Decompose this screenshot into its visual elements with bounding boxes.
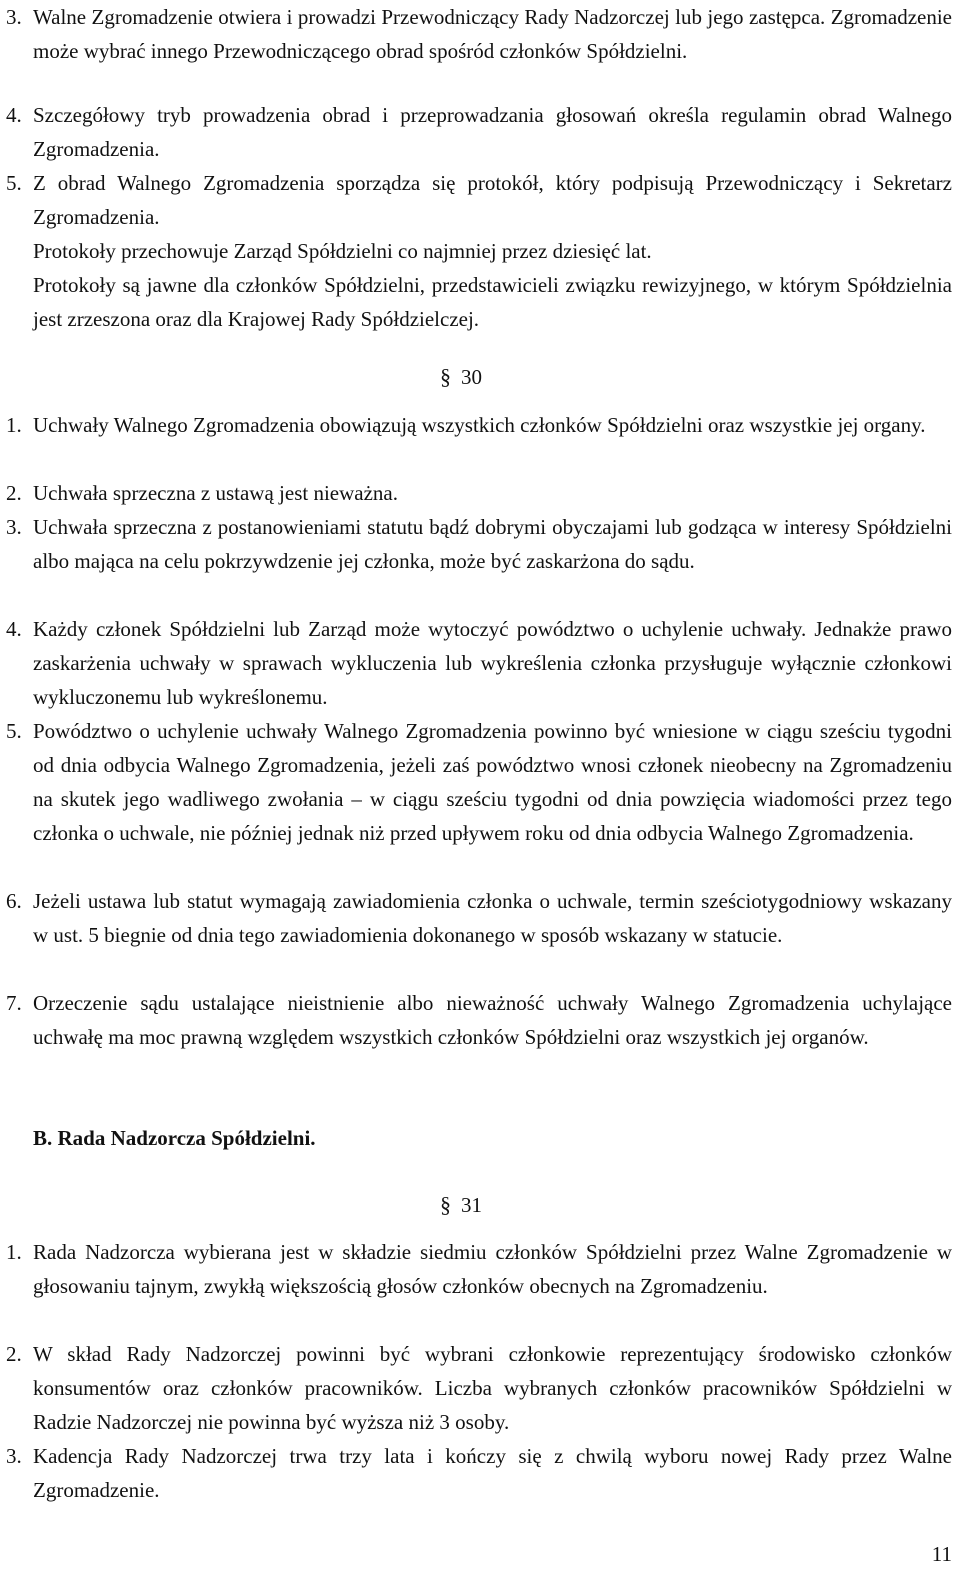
item-text bbox=[33, 1337, 952, 1439]
section-sign: § bbox=[440, 364, 451, 389]
item-number: 3. bbox=[6, 5, 22, 29]
page-number: 11 bbox=[931, 1542, 952, 1566]
list-item bbox=[6, 0, 952, 68]
list-item bbox=[6, 1235, 952, 1303]
item-line: Orzeczenie sądu ustalające nieistnienie albo nieważność uchwały Walnego Zgromadzenia uchylające uchwałę ma moc prawną względem wszystkich członków Spółdzielni oraz wszystkich jej organów. bbox=[33, 991, 952, 1049]
item-number: 1. bbox=[6, 413, 22, 437]
item-text bbox=[33, 476, 952, 510]
item-line: Uchwały Walnego Zgromadzenia obowiązują wszystkich członków Spółdzielni oraz wszystkie jej organy. bbox=[33, 413, 926, 437]
item-line: Walne Zgromadzenie otwiera i prowadzi Przewodniczący Rady Nadzorczej lub jego zastępca. Zgromadzenie może wybrać innego Przewodniczącego obrad spośród członków Spółdzielni. bbox=[33, 5, 952, 63]
item-line: Jeżeli ustawa lub statut wymagają zawiadomienia członka o uchwale, termin sześciotygodniowy wskazany w ust. 5 biegnie od dnia tego zawiadomienia dokonanego w sposób wskazany w statucie. bbox=[33, 889, 952, 947]
item-number: 6. bbox=[6, 889, 22, 913]
list-item bbox=[6, 612, 952, 714]
list-item bbox=[6, 1439, 952, 1507]
item-line: Protokoły przechowuje Zarząd Spółdzielni co najmniej przez dziesięć lat. bbox=[33, 239, 652, 263]
item-text bbox=[33, 166, 952, 336]
item-number: 7. bbox=[6, 991, 22, 1015]
item-text bbox=[33, 612, 952, 714]
item-text bbox=[33, 1439, 952, 1507]
item-text bbox=[33, 0, 952, 68]
list-item bbox=[6, 510, 952, 578]
item-number: 5. bbox=[6, 171, 22, 195]
item-line: Powództwo o uchylenie uchwały Walnego Zgromadzenia powinno być wniesione w ciągu sześciu tygodni od dnia odbycia Walnego Zgromadzenia, jeżeli zaś powództwo wnosi członek nieobecny na Zgromadzeniu na skutek jego wadliwego zwołania – w ciągu sześciu tygodni od dnia powzięcia wiadomości przez tego członka o uchwale, nie później jednak niż przed upływem roku od dnia odbycia Walnego Zgromadzenia. bbox=[33, 719, 952, 845]
item-line: W skład Rady Nadzorczej powinni być wybrani członkowie reprezentujący środowisko członków konsumentów oraz członków pracowników. Liczba wybranych członków pracowników Spółdzielni w Radzie Nadzorczej nie powinna być wyższa niż 3 osoby. bbox=[33, 1342, 952, 1434]
item-number: 4. bbox=[6, 617, 22, 641]
item-text bbox=[33, 98, 952, 166]
item-text bbox=[33, 510, 952, 578]
item-text bbox=[33, 884, 952, 952]
list-item bbox=[6, 476, 952, 510]
item-text bbox=[33, 714, 952, 850]
item-number: 3. bbox=[6, 1444, 22, 1468]
item-line: Rada Nadzorcza wybierana jest w składzie siedmiu członków Spółdzielni przez Walne Zgromadzenie w głosowaniu tajnym, zwykłą większością głosów członków obecnych na Zgromadzeniu. bbox=[33, 1240, 952, 1298]
item-number: 3. bbox=[6, 515, 22, 539]
list-item bbox=[6, 986, 952, 1054]
item-line: Protokoły są jawne dla członków Spółdzielni, przedstawicieli związku rewizyjnego, w którym Spółdzielnia jest zrzeszona oraz dla Krajowej Rady Spółdzielczej. bbox=[33, 273, 952, 331]
list-item bbox=[6, 166, 952, 336]
section-sign: § bbox=[440, 1192, 451, 1217]
list-item bbox=[6, 714, 952, 850]
item-number: 1. bbox=[6, 1240, 22, 1264]
item-line: Kadencja Rady Nadzorczej trwa trzy lata i kończy się z chwilą wyboru nowej Rady przez Walne Zgromadzenie. bbox=[33, 1444, 952, 1502]
item-line: Z obrad Walnego Zgromadzenia sporządza się protokół, który podpisują Przewodniczący i Sekretarz Zgromadzenia. bbox=[33, 171, 952, 229]
list-item bbox=[6, 408, 952, 442]
list-item bbox=[6, 884, 952, 952]
item-line: Uchwała sprzeczna z ustawą jest nieważna. bbox=[33, 481, 398, 505]
paragraph-number: 31 bbox=[461, 1193, 482, 1217]
item-number: 4. bbox=[6, 103, 22, 127]
item-line: Każdy członek Spółdzielni lub Zarząd może wytoczyć powództwo o uchylenie uchwały. Jednakże prawo zaskarżenia uchwały w sprawach wykluczenia lub wykreślenia członka przysługuje wyłącznie członkowi wykluczonemu lub wykreślonemu. bbox=[33, 617, 952, 709]
paragraph-number: 30 bbox=[461, 365, 482, 389]
item-number: 5. bbox=[6, 719, 22, 743]
item-text bbox=[33, 408, 952, 442]
paragraph-heading-31 bbox=[440, 1188, 482, 1222]
section-heading: B. Rada Nadzorcza Spółdzielni. bbox=[33, 1126, 316, 1150]
paragraph-heading-30 bbox=[440, 360, 482, 394]
item-text bbox=[33, 986, 952, 1054]
item-line: Szczegółowy tryb prowadzenia obrad i przeprowadzania głosowań określa regulamin obrad Walnego Zgromadzenia. bbox=[33, 103, 952, 161]
item-number: 2. bbox=[6, 1342, 22, 1366]
item-text bbox=[33, 1235, 952, 1303]
list-item bbox=[6, 1337, 952, 1439]
item-line: Uchwała sprzeczna z postanowieniami statutu bądź dobrymi obyczajami lub godząca w interesy Spółdzielni albo mająca na celu pokrzywdzenie jej członka, może być zaskarżona do sądu. bbox=[33, 515, 952, 573]
list-item bbox=[6, 98, 952, 166]
item-number: 2. bbox=[6, 481, 22, 505]
